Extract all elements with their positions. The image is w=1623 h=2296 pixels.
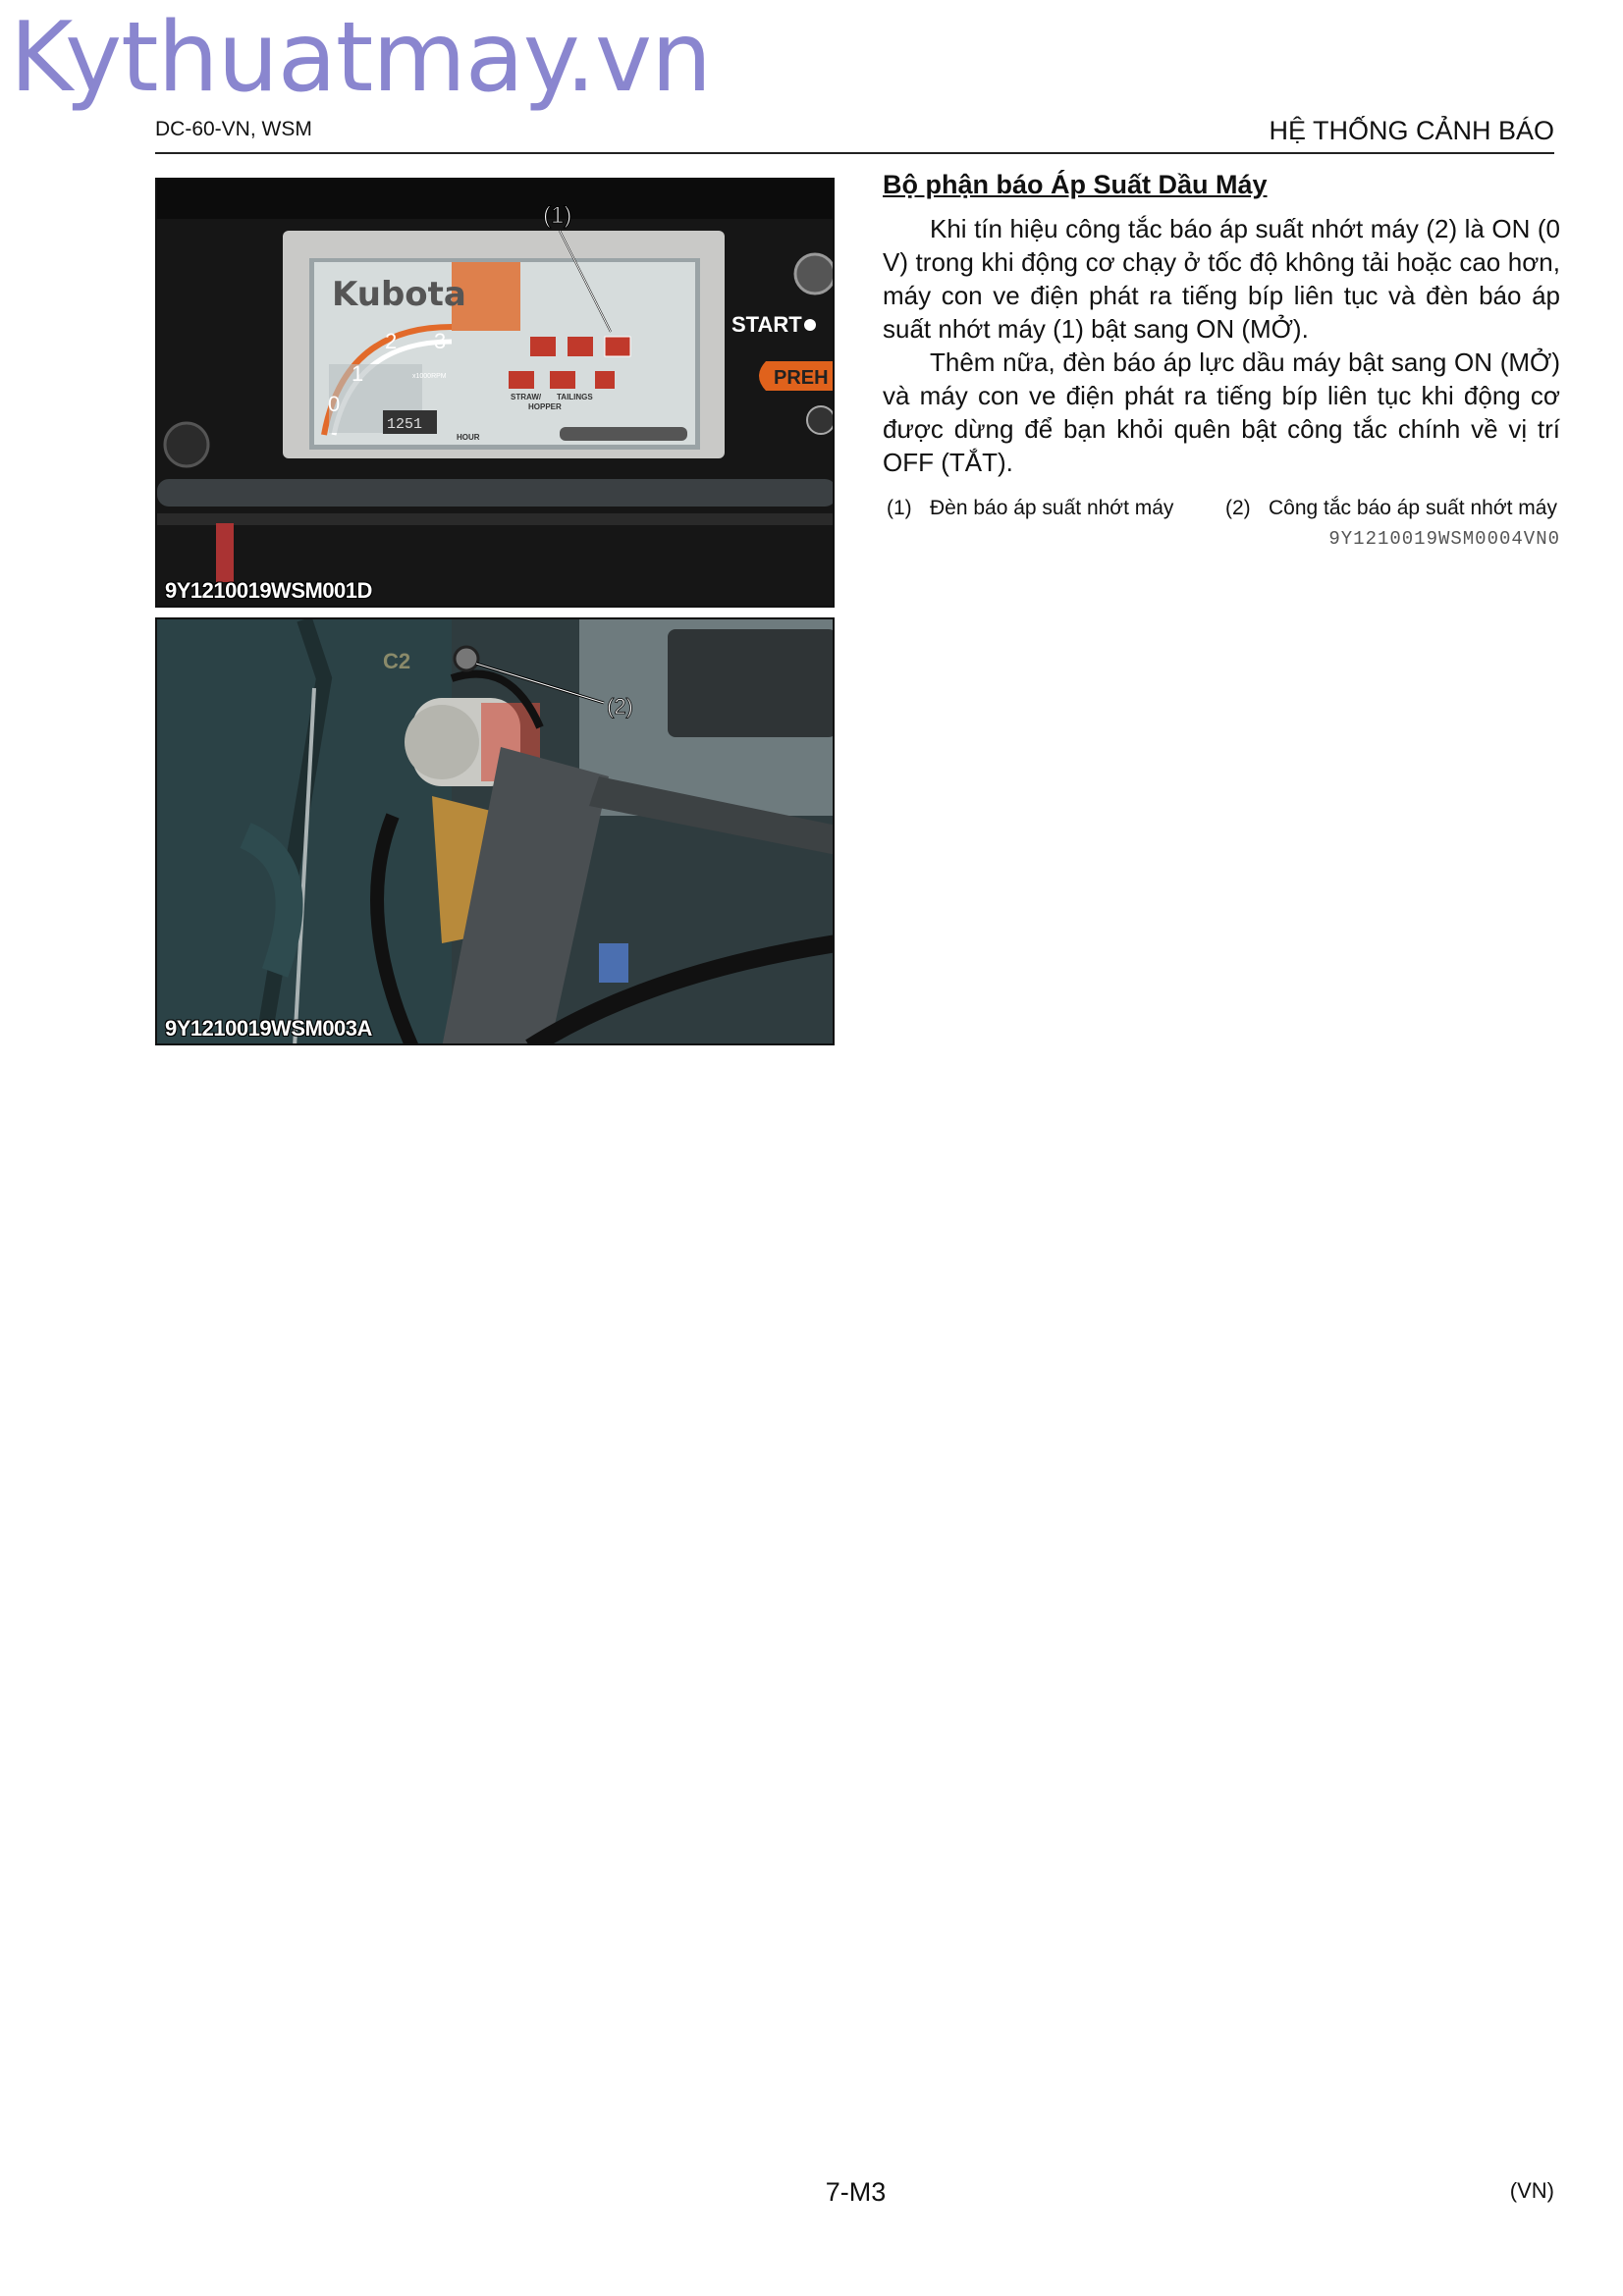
svg-text:HOPPER: HOPPER [528, 402, 562, 411]
header-model: DC-60-VN, WSM [155, 118, 312, 140]
svg-text:PREH: PREH [774, 367, 829, 389]
svg-text:HOUR: HOUR [457, 433, 480, 442]
key-switch [795, 254, 835, 294]
header-rule [155, 152, 1554, 154]
language-tag: (VN) [1509, 2178, 1554, 2203]
temp-lamp [530, 337, 556, 356]
photo-engine-switch [155, 617, 835, 1045]
callout-1: (1) [543, 202, 572, 229]
svg-text:1: 1 [352, 361, 364, 386]
paragraph-1: Khi tín hiệu công tắc báo áp suất nhớt máy (2) là ON (0 V) trong khi động cơ chạy ở tốc độ không tải hoặc cao hơn, máy con ve điện phát ra tiếng bíp liên tục và đèn báo áp suất nhớt máy (1) bật sang ON (MỞ). [883, 214, 1560, 344]
section-content [883, 170, 1560, 550]
paragraph-2: Thêm nữa, đèn báo áp lực dầu máy bật sang ON (MỞ) và máy con ve điện phát ra tiếng bíp liên tục khi động cơ được dừng để bạn khỏi quên bật công tắc chính về vị trí OFF (TẮT). [883, 347, 1560, 477]
legend-item: (1) Đèn báo áp suất nhớt máy [887, 497, 1174, 519]
figure-1-code: 9Y1210019WSM001D [165, 578, 372, 603]
page-number: 7-M3 [825, 2177, 887, 2207]
section-title: Bộ phận báo Áp Suất Dầu Máy [883, 170, 1268, 199]
instrument-panel-illustration [157, 180, 835, 608]
svg-text:1251: 1251 [387, 416, 423, 433]
document-code: 9Y1210019WSM0004VN0 [1328, 528, 1560, 550]
svg-text:x1000RPM: x1000RPM [412, 373, 447, 380]
svg-text:STRAW/: STRAW/ [511, 393, 542, 401]
svg-text:2: 2 [385, 329, 398, 353]
svg-text:C2: C2 [383, 649, 411, 673]
watermark: Kythuatmay.vn [10, 2, 712, 114]
svg-text:3: 3 [434, 329, 447, 353]
engine-compartment-illustration [157, 619, 835, 1045]
photo-instrument-panel [155, 178, 835, 608]
header-section-title: HỆ THỐNG CẢNH BÁO [1269, 116, 1554, 145]
oil-pressure-lamp [605, 337, 630, 356]
svg-text:START: START [731, 312, 802, 337]
svg-text:0: 0 [328, 392, 341, 416]
svg-text:TAILINGS: TAILINGS [557, 393, 593, 401]
figure-2-code: 9Y1210019WSM003A [165, 1016, 372, 1041]
legend [883, 495, 1560, 522]
battery-lamp [568, 337, 593, 356]
callout-2: (2) [607, 694, 633, 719]
legend-item: (2) Công tắc báo áp suất nhớt máy [1225, 497, 1557, 519]
brand-logo: Kubota [332, 275, 466, 314]
oil-pressure-switch [455, 647, 478, 670]
